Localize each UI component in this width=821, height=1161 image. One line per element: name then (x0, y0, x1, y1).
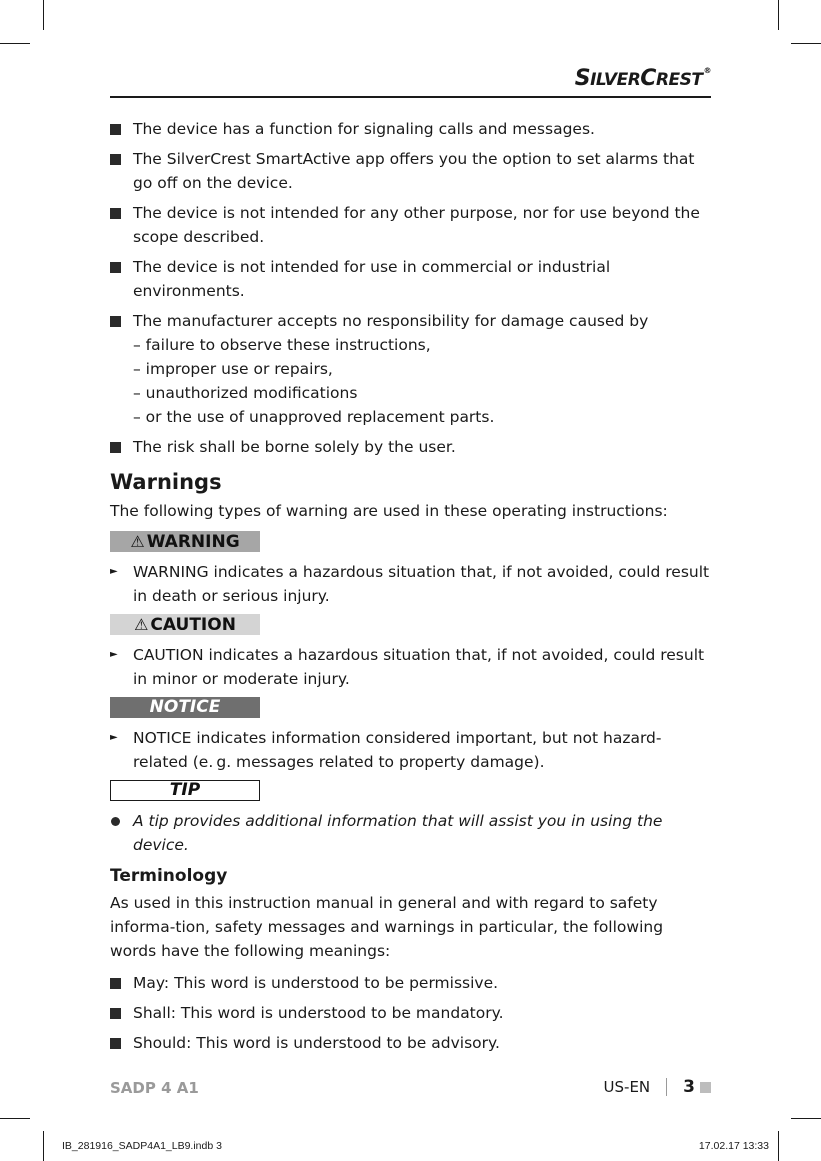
list-item: The device has a function for signaling calls and messages. (110, 117, 711, 141)
arrow-bullet-icon: ► (110, 566, 118, 577)
list-item: Should: This word is understood to be advisory. (110, 1031, 711, 1055)
square-bullet-icon (110, 154, 121, 165)
crop-mark (43, 0, 44, 30)
crop-mark (0, 1118, 30, 1119)
square-bullet-icon (110, 1008, 121, 1019)
list-item: Shall: This word is understood to be mandatory. (110, 1001, 711, 1025)
crop-mark (791, 43, 821, 44)
terminology-heading: Terminology (110, 866, 228, 886)
warnings-heading: Warnings (110, 470, 222, 494)
warning-label: ⚠ WARNING (110, 531, 260, 552)
square-bullet-icon (110, 124, 121, 135)
arrow-bullet-icon: ► (110, 732, 118, 743)
warning-triangle-icon: ⚠ (134, 615, 149, 634)
crop-mark (778, 1131, 779, 1161)
brand-logo: SILVERCREST® (574, 66, 711, 91)
print-file-info: IB_281916_SADP4A1_LB9.indb 3 (62, 1140, 222, 1152)
square-bullet-icon (110, 208, 121, 219)
caution-label: ⚠ CAUTION (110, 614, 260, 635)
tip-label: TIP (110, 780, 260, 801)
warning-triangle-icon: ⚠ (130, 532, 145, 551)
crop-mark (791, 1118, 821, 1119)
list-item: The risk shall be borne solely by the user. (110, 435, 711, 459)
header-rule (110, 96, 711, 98)
list-item: The device is not intended for any other purpose, nor for use beyond the scope described. (110, 201, 711, 249)
page-number: 3 (683, 1077, 695, 1097)
sub-item: – failure to observe these instructions, (133, 336, 431, 354)
notice-label: NOTICE (110, 697, 260, 718)
page-marker-icon (700, 1082, 711, 1093)
tip-description: A tip provides additional information that will assist you in using the device. (110, 809, 711, 857)
square-bullet-icon (110, 978, 121, 989)
square-bullet-icon (110, 1038, 121, 1049)
arrow-bullet-icon: ► (110, 649, 118, 660)
crop-mark (0, 43, 30, 44)
square-bullet-icon (110, 262, 121, 273)
model-number: SADP 4 A1 (110, 1079, 199, 1097)
warnings-intro: The following types of warning are used in these operating instructions: (110, 502, 668, 520)
list-item: The device is not intended for use in commercial or industrial environments. (110, 255, 711, 303)
footer-divider (666, 1078, 667, 1096)
square-bullet-icon (110, 316, 121, 327)
sub-item: – unauthorized modifications (133, 384, 358, 402)
crop-mark (43, 1131, 44, 1161)
caution-description: ► CAUTION indicates a hazardous situation that, if not avoided, could result in minor or moderate injury. (110, 643, 711, 691)
terminology-intro: As used in this instruction manual in general and with regard to safety informa-tion, safety messages and warnings in particular, the following words have the following meanings: (110, 894, 664, 960)
page-content (110, 117, 711, 1061)
notice-description: ► NOTICE indicates information considered important, but not hazard-related (e. g. messages related to property damage). (110, 726, 711, 774)
list-item: May: This word is understood to be permissive. (110, 971, 711, 995)
sub-item: – or the use of unapproved replacement parts. (133, 408, 495, 426)
crop-mark (778, 0, 779, 30)
page-footer (604, 1077, 711, 1097)
sub-item: – improper use or repairs, (133, 360, 333, 378)
list-item: The SilverCrest SmartActive app offers you the option to set alarms that go off on the device. (110, 147, 711, 195)
warning-description: ► WARNING indicates a hazardous situation that, if not avoided, could result in death or serious injury. (110, 560, 711, 608)
square-bullet-icon (110, 442, 121, 453)
responsibility-item: The manufacturer accepts no responsibility for damage caused by – failure to observe these instructions, – improper use or repairs, – unauthorized modifications – or the use of unapproved replacement parts. (110, 309, 711, 429)
print-datetime: 17.02.17 13:33 (698, 1140, 769, 1152)
region-code: US-EN (603, 1078, 651, 1096)
round-bullet-icon (111, 817, 120, 826)
